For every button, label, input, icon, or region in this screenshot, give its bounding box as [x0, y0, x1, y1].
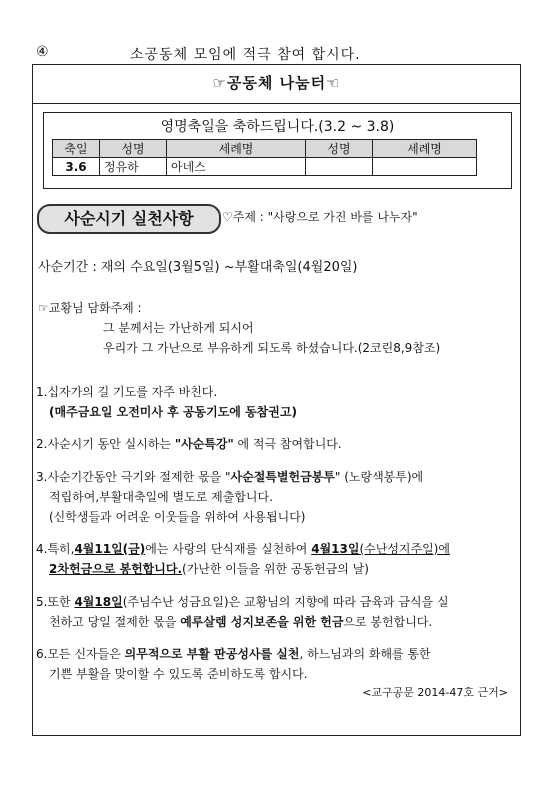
- column-header: 성명: [306, 140, 373, 158]
- table-cell: 3.6: [53, 158, 100, 176]
- item-6-emphasis: 의무적으로 부활 판공성사를 실천: [124, 647, 300, 661]
- item-3-line-2: 적립하여,부활대축일에 별도로 제출합니다.: [49, 490, 273, 504]
- column-header: 성명: [100, 140, 167, 158]
- column-header: 세례명: [373, 140, 477, 158]
- lent-theme: ♡주제 : "사랑으로 가진 바를 나누자": [222, 210, 418, 224]
- item-3-emphasis: 사순절특별헌금봉투: [230, 470, 335, 484]
- pope-line-1: 그 분께서는 가난하게 되시어: [103, 321, 254, 335]
- feast-title: 영명축일을 축하드립니다.(3.2 ~ 3.8): [160, 119, 395, 135]
- table-cell: [306, 158, 373, 176]
- table-cell: 정유하: [100, 158, 167, 176]
- item-6: 6.모든 신자들은 의무적으로 부활 판공성사를 실천, 하느님과의 화해를 통한: [36, 647, 431, 661]
- item-5-date: 4월18일: [74, 595, 123, 609]
- item-4-date: 4월11일(금): [74, 542, 146, 556]
- item-1-note: (매주금요일 오전미사 후 공동기도에 동참권고): [49, 405, 297, 419]
- section-title: ☞공동체 나눔터☜: [32, 64, 521, 104]
- item-1: 1.십자가의 길 기도를 자주 바친다.: [36, 385, 218, 399]
- item-5-emphasis: 예루살렘 성지보존을 위한 헌금: [180, 615, 344, 629]
- page-number: ④: [36, 44, 49, 60]
- item-4-line-2: 2차헌금으로 봉헌합니다.(가난한 이들을 위한 공동헌금의 날): [49, 562, 369, 576]
- item-4-date-2: 4월13일: [311, 542, 360, 556]
- item-4: 4.특히,4월11일(금)에는 사랑의 단식재를 실천하여 4월13일(수난성지주일)에: [36, 542, 450, 556]
- feast-table: [52, 139, 477, 176]
- table-cell: [373, 158, 477, 176]
- item-5-line-2: 천하고 당일 절제한 몫을 예루살렘 성지보존을 위한 헌금으로 봉헌합니다.: [49, 615, 433, 629]
- column-header: 세례명: [167, 140, 306, 158]
- lent-period: 사순기간 : 재의 수요일(3월5일) ~부활대축일(4월20일): [38, 260, 358, 275]
- pope-line-2: 우리가 그 가난으로 부유하게 되도록 하셨습니다.(2코린8,9참조): [103, 341, 441, 355]
- table-header-row: [53, 140, 477, 158]
- pope-label: ☞교황님 담화주제 :: [38, 301, 142, 315]
- item-3-line-3: (신학생들과 어려운 이웃들을 위하여 사용됩니다): [49, 510, 306, 524]
- document-reference: <교구공문 2014-47호 근거>: [362, 686, 508, 699]
- column-header: 축일: [53, 140, 100, 158]
- item-2: 2.사순시기 동안 실시하는 "사순특강" 에 적극 참여합니다.: [36, 437, 342, 451]
- table-cell: 아네스: [167, 158, 306, 176]
- item-3: 3.사순기간동안 극기와 절제한 몫을 "사순절특별헌금봉투" (노랑색봉투)에: [36, 470, 424, 484]
- lent-title: 사순시기 실천사항: [37, 204, 221, 234]
- item-5: 5.또한 4월18일(주님수난 성금요일)은 교황님의 지향에 따라 금육과 금식을 실: [36, 595, 449, 609]
- item-2-emphasis: "사순특강": [174, 437, 234, 451]
- header-slogan: 소공동체 모임에 적극 참여 합시다.: [130, 47, 361, 63]
- table-row: [53, 158, 477, 176]
- item-4-emphasis: 2차헌금으로 봉헌합니다.: [49, 562, 183, 576]
- item-6-line-2: 기쁜 부활을 맞이할 수 있도록 준비하도록 합시다.: [49, 667, 308, 681]
